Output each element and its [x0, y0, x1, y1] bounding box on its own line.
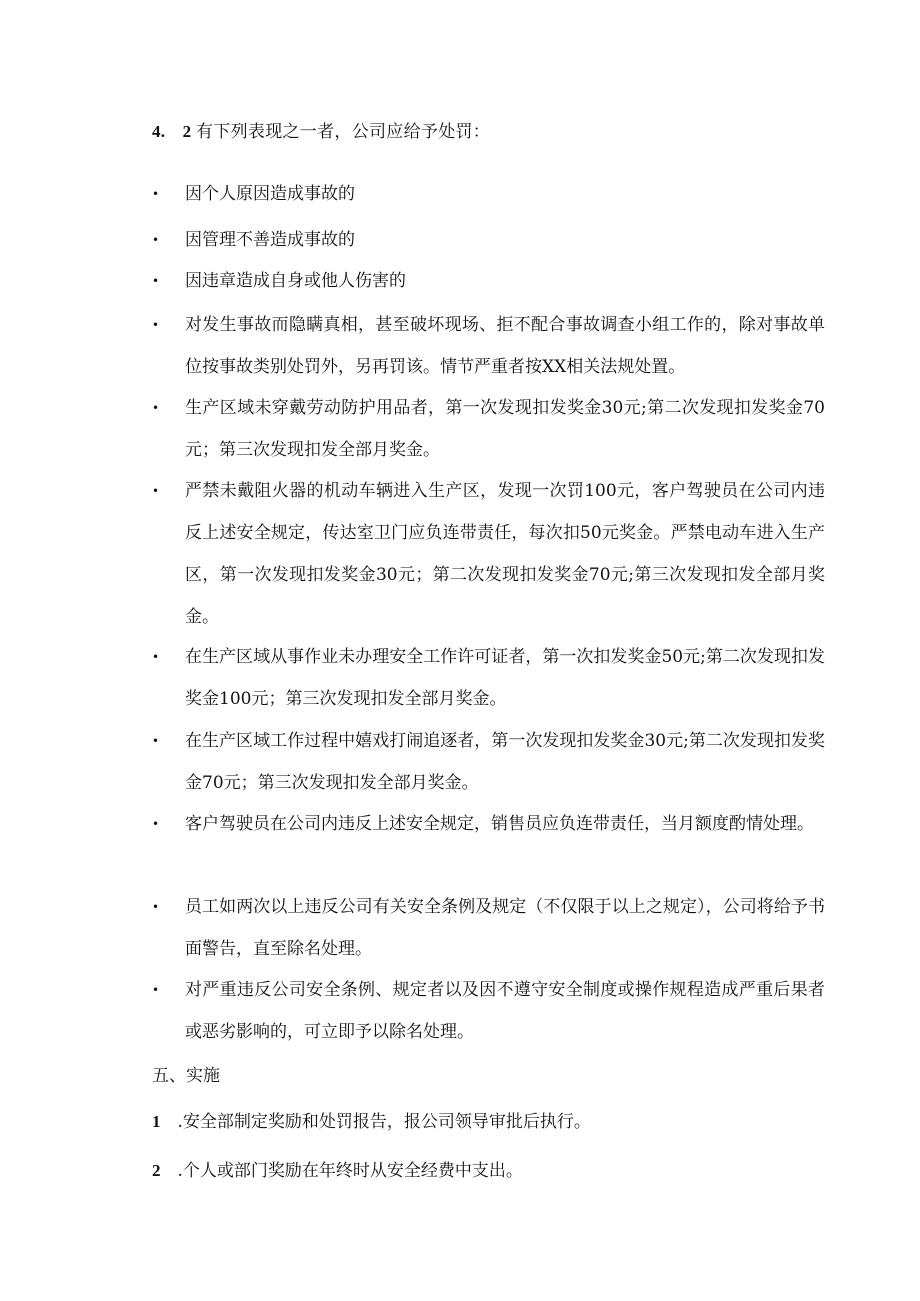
- list-item: 对发生事故而隐瞒真相，甚至破坏现场、拒不配合事故调查小组工作的，除对事故单位按事故类别处罚外，另再罚该。情节严重者按XX相关法规处置。: [185, 315, 825, 377]
- list-item: 生产区域未穿戴劳动防护用品者，第一次发现扣发奖金30元;第二次发现扣发奖金70元；第三次发现扣发全部月奖金。: [185, 398, 825, 460]
- list-item: 员工如两次以上违反公司有关安全条例及规定（不仅限于以上之规定），公司将给予书面警告，直至除名处理。: [185, 897, 825, 959]
- step-number: 2: [152, 1161, 178, 1180]
- section-number: 4. 2: [152, 122, 196, 141]
- bullet-icon: •: [152, 274, 160, 288]
- list-item: 因个人原因造成事故的: [185, 184, 355, 204]
- bullet-icon: •: [152, 983, 160, 997]
- list-item: 在生产区域从事作业未办理安全工作许可证者，第一次扣发奖金50元;第二次发现扣发奖金100元；第三次发现扣发全部月奖金。: [185, 647, 825, 709]
- list-item: 因违章造成自身或他人伤害的: [185, 271, 406, 291]
- list-item: 在生产区域工作过程中嬉戏打闹追逐者，第一次发现扣发奖金30元;第二次发现扣发奖金70元；第三次发现扣发全部月奖金。: [185, 731, 825, 793]
- bullet-icon: •: [152, 734, 160, 748]
- list-item: 对严重违反公司安全条例、规定者以及因不遵守安全制度或操作规程造成严重后果者或恶劣影响的，可立即予以除名处理。: [185, 980, 825, 1042]
- list-item: 因管理不善造成事故的: [185, 230, 355, 250]
- section-heading: [152, 121, 490, 143]
- bullet-icon: •: [152, 318, 160, 332]
- bullet-icon: •: [152, 650, 160, 664]
- step-text: .安全部制定奖励和处罚报告，报公司领导审批后执行。: [177, 1112, 591, 1132]
- bullet-icon: •: [152, 900, 160, 914]
- list-item: 客户驾驶员在公司内违反上述安全规定，销售员应负连带责任，当月额度酌情处理。: [185, 814, 814, 834]
- implementation-step: [152, 1160, 523, 1182]
- section-title: 有下列表现之一者，公司应给予处罚：: [196, 122, 491, 142]
- bullet-icon: •: [152, 187, 160, 201]
- list-item: 严禁未戴阻火器的机动车辆进入生产区，发现一次罚100元，客户驾驶员在公司内违反上述安全规定，传达室卫门应负连带责任，每次扣50元奖金。严禁电动车进入生产区，第一次发现扣发奖金30元；第二次发现扣发奖金70元;第三次发现扣发全部月奖金。: [185, 481, 825, 627]
- bullet-icon: •: [152, 484, 160, 498]
- bullet-icon: •: [152, 401, 160, 415]
- bullet-icon: •: [152, 233, 160, 247]
- step-number: 1: [152, 1112, 178, 1131]
- step-text: .个人或部门奖励在年终时从安全经费中支出。: [177, 1161, 523, 1181]
- implementation-heading: 五、实施: [152, 1066, 220, 1086]
- bullet-icon: •: [152, 817, 160, 831]
- implementation-step: [152, 1111, 591, 1133]
